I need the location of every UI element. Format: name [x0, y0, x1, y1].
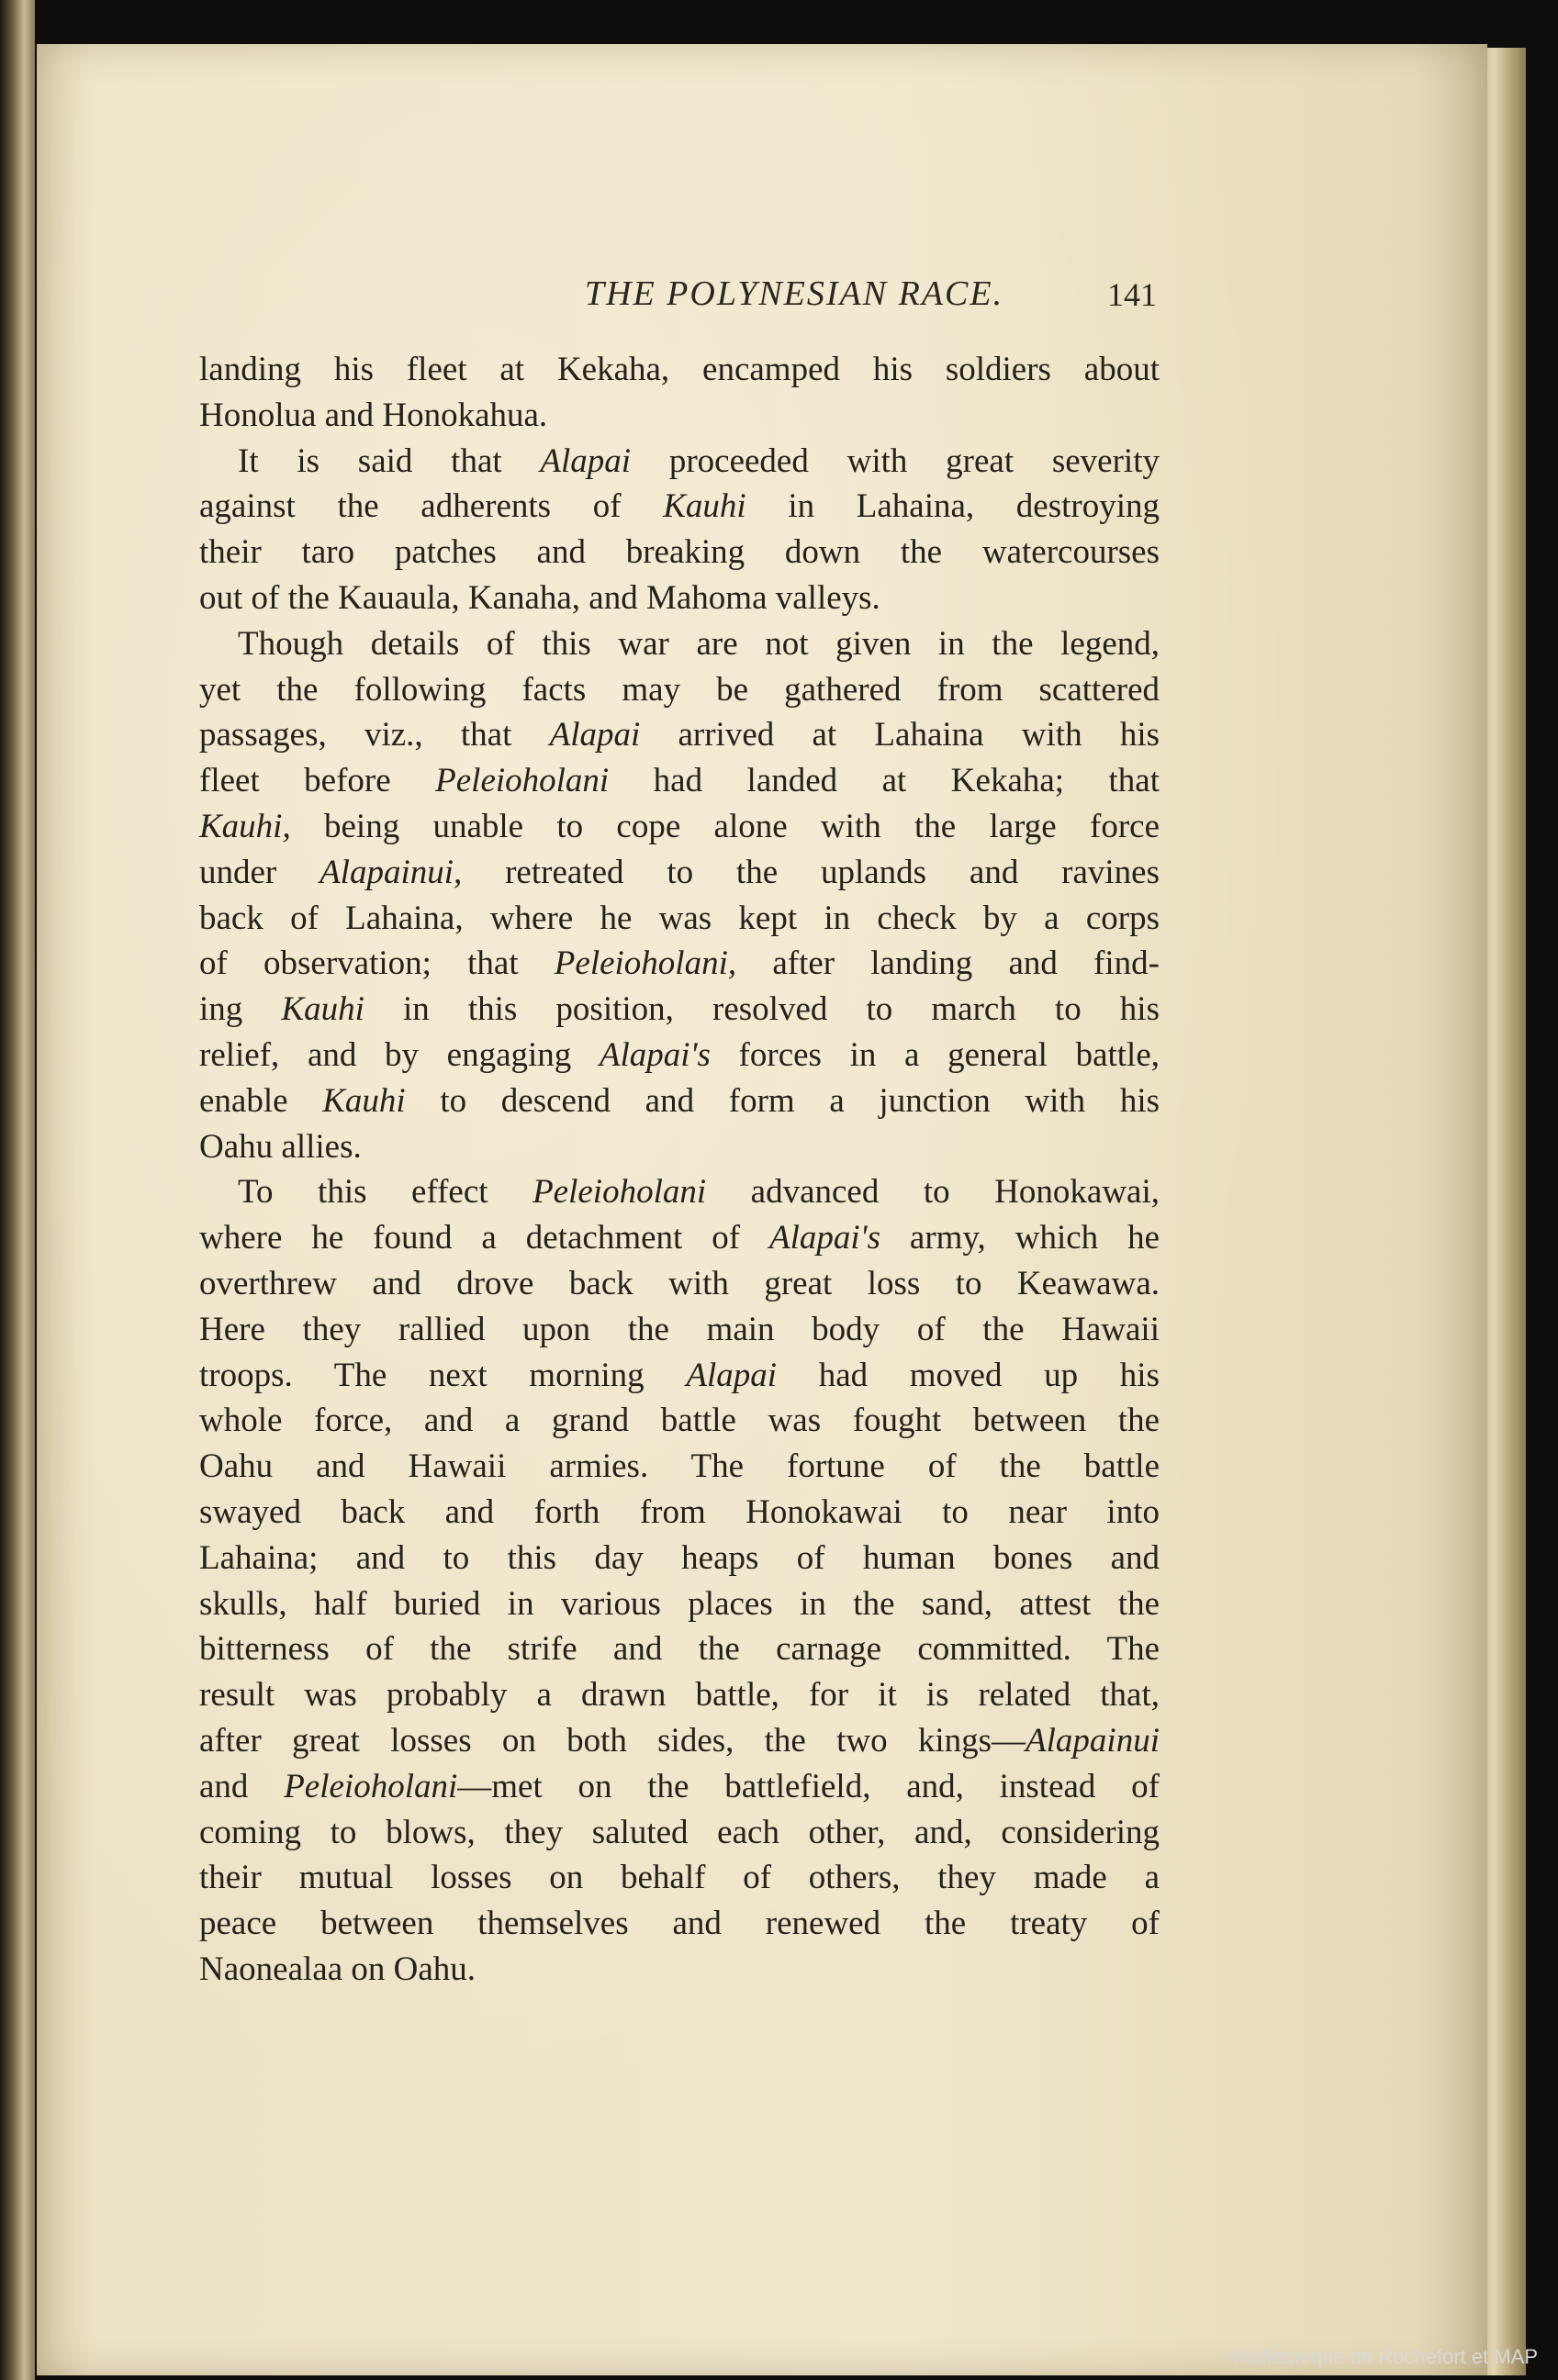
text-run: after great losses on both sides, the two kings—: [199, 1721, 1026, 1760]
italic-name: Kauhi: [663, 487, 746, 526]
image-credit: Médiathèque de Rochefort et MAP: [1227, 2345, 1538, 2368]
text-run: army, which he: [880, 1219, 1160, 1257]
text-line: [199, 1124, 1160, 1170]
text-run: coming to blows, they saluted each other, and, considering: [199, 1813, 1160, 1851]
text-line: [199, 1169, 1160, 1215]
text-run: in this position, resolved to march to his: [364, 990, 1160, 1029]
text-line: [199, 484, 1160, 530]
italic-name: Alapainui,: [319, 853, 463, 891]
italic-name: Peleioholani: [435, 762, 610, 800]
italic-name: Alapai's: [769, 1219, 880, 1257]
text-line: [199, 804, 1160, 850]
text-line: [199, 896, 1160, 942]
text-run: being unable to cope alone with the large force: [290, 807, 1160, 845]
text-run: Though details of this war are not given in the legend,: [238, 624, 1160, 663]
text-run: Naonealaa on Oahu.: [199, 1950, 476, 1988]
italic-name: Alapainui: [1026, 1721, 1160, 1760]
text-run: skulls, half buried in various places in the sand, attest the: [199, 1584, 1160, 1623]
text-line: [199, 850, 1160, 896]
text-line: [199, 1078, 1160, 1124]
text-run: against the adherents of: [199, 487, 664, 526]
text-run: bitterness of the strife and the carnage committed. The: [199, 1630, 1160, 1669]
text-run: —met on the battlefield, and, instead of: [457, 1767, 1160, 1805]
text-line: [199, 530, 1160, 575]
text-line: [199, 1490, 1160, 1536]
text-run: yet the following facts may be gathered from scattered: [199, 670, 1160, 709]
body-text: [199, 347, 1160, 1993]
italic-name: Alapai: [540, 441, 632, 480]
text-run: out of the Kauaula, Kanaha, and Mahoma valleys.: [199, 578, 880, 617]
text-line: [199, 439, 1160, 485]
text-line: [199, 1718, 1160, 1764]
text-run: their taro patches and breaking down the watercourses: [199, 533, 1160, 572]
text-run: in Lahaina, destroying: [745, 487, 1160, 526]
text-line: [199, 1444, 1160, 1490]
text-run: overthrew and drove back with great loss to Keawawa.: [199, 1264, 1160, 1302]
text-run: of observation; that: [199, 944, 555, 983]
italic-name: Peleioholani,: [554, 944, 737, 983]
italic-name: Alapai: [549, 716, 641, 754]
text-run: Oahu and Hawaii armies. The fortune of the battle: [199, 1447, 1160, 1486]
text-run: retreated to the uplands and ravines: [462, 853, 1160, 891]
italic-name: Alapai: [686, 1356, 778, 1394]
text-run: landing his fleet at Kekaha, encamped his soldiers about: [199, 351, 1160, 388]
text-line: [199, 1947, 1160, 1993]
text-run: result was probably a drawn battle, for it is related that,: [199, 1676, 1160, 1715]
text-run: peace between themselves and renewed the treaty of: [199, 1905, 1160, 1943]
text-line: [199, 1215, 1160, 1261]
text-run: passages, viz., that: [199, 716, 550, 754]
text-run: Lahaina; and to this day heaps of human bones and: [199, 1538, 1160, 1577]
text-run: To this effect: [238, 1173, 533, 1212]
text-run: under: [199, 853, 320, 891]
text-run: proceeded with great severity: [631, 441, 1160, 480]
text-run: Oahu allies.: [199, 1127, 362, 1166]
text-line: [199, 987, 1160, 1033]
text-run: Here they rallied upon the main body of the Hawaii: [199, 1310, 1160, 1348]
italic-name: Kauhi,: [199, 807, 291, 845]
text-line: [199, 941, 1160, 987]
italic-name: Peleioholani: [532, 1173, 707, 1212]
text-run: back of Lahaina, where he was kept in check by a corps: [199, 899, 1160, 937]
text-line: [199, 1810, 1160, 1856]
italic-name: Kauhi: [322, 1081, 406, 1120]
text-line: [199, 1626, 1160, 1672]
text-run: It is said that: [238, 441, 541, 480]
text-line: [199, 667, 1160, 713]
text-run: Honolua and Honokahua.: [199, 396, 548, 434]
text-line: [199, 1353, 1160, 1399]
italic-name: Kauhi: [281, 990, 364, 1029]
running-title: THE POLYNESIAN RACE.: [584, 274, 1004, 313]
text-run: to descend and form a junction with his: [405, 1081, 1160, 1120]
text-line: [199, 347, 1160, 393]
text-line: [199, 1307, 1160, 1353]
text-line: [199, 758, 1160, 804]
text-run: after landing and find-: [736, 944, 1160, 983]
text-line: [199, 712, 1160, 758]
text-line: [199, 575, 1160, 621]
text-line: [199, 1033, 1160, 1078]
text-run: swayed back and forth from Honokawai to near into: [199, 1492, 1160, 1531]
italic-name: Peleioholani: [284, 1767, 458, 1805]
text-line: [199, 1261, 1160, 1307]
text-run: and: [199, 1767, 285, 1805]
text-run: arrived at Lahaina with his: [640, 716, 1160, 754]
text-run: whole force, and a grand battle was fought between the: [199, 1402, 1160, 1440]
text-run: troops. The next morning: [199, 1356, 687, 1394]
text-line: [199, 393, 1160, 439]
text-line: [199, 1855, 1160, 1901]
text-line: [199, 1536, 1160, 1581]
text-run: enable: [199, 1081, 323, 1120]
text-run: fleet before: [199, 762, 436, 800]
text-run: forces in a general battle,: [710, 1035, 1160, 1074]
text-run: where he found a detachment of: [199, 1219, 769, 1257]
italic-name: Alapai's: [599, 1035, 711, 1074]
page-number: 141: [1107, 276, 1157, 313]
left-page-edge: [0, 0, 35, 2380]
text-line: [199, 1672, 1160, 1718]
text-run: their mutual losses on behalf of others, they made a: [199, 1859, 1160, 1897]
text-line: [199, 1398, 1160, 1444]
text-line: [199, 1901, 1160, 1947]
text-run: ing: [199, 990, 282, 1029]
text-run: had moved up his: [777, 1356, 1160, 1394]
text-run: relief, and by engaging: [199, 1035, 600, 1074]
text-run: advanced to Honokawai,: [706, 1173, 1160, 1212]
text-line: [199, 1764, 1160, 1810]
text-run: had landed at Kekaha; that: [609, 762, 1160, 800]
text-line: [199, 1581, 1160, 1627]
text-line: [199, 621, 1160, 667]
